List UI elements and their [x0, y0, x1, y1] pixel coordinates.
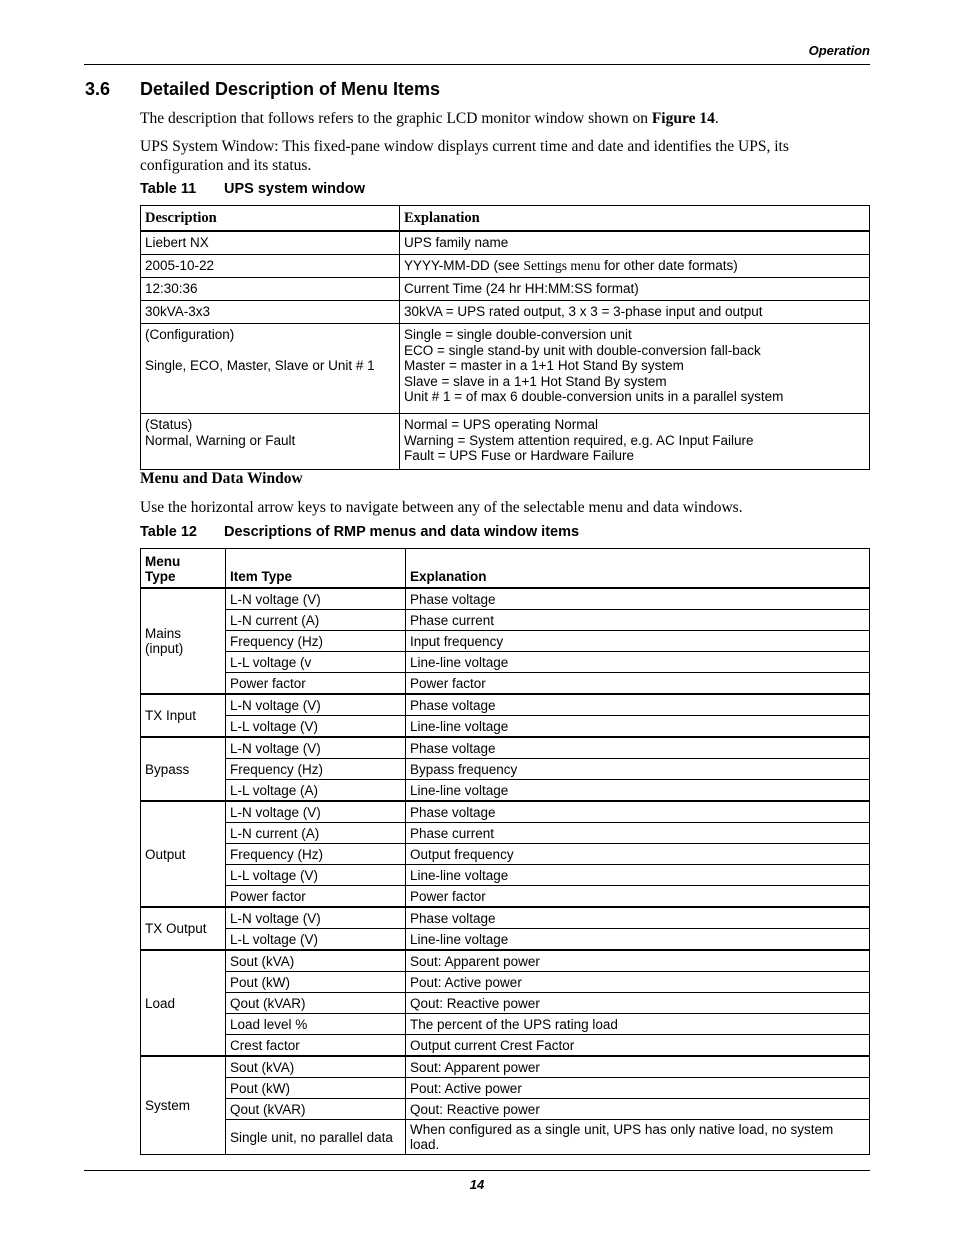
table-row: [141, 950, 870, 972]
table-11-label: Table 11: [140, 181, 197, 197]
rmp-menus-table: [140, 548, 870, 1155]
explanation-line: Normal = UPS operating Normal: [404, 417, 598, 432]
table-row: [141, 759, 870, 780]
table-header-row: [141, 549, 870, 589]
item-type-cell: L-N voltage (V): [226, 694, 406, 716]
table-row: [141, 1078, 870, 1099]
table-row: [141, 652, 870, 673]
explanation-cell: Phase voltage: [406, 588, 870, 610]
menu-type-line: TX Input: [145, 708, 197, 723]
explanation-cell: Phase voltage: [406, 907, 870, 929]
header-line: Menu: [145, 554, 181, 569]
explanation-cell: The percent of the UPS rating load: [406, 1014, 870, 1035]
item-type-cell: Frequency (Hz): [226, 631, 406, 652]
menu-data-window-paragraph: Use the horizontal arrow keys to navigate between any of the selectable menu and data windows.: [140, 499, 743, 516]
intro-p1-end: .: [714, 110, 719, 127]
item-type-cell: Sout (kVA): [226, 1056, 406, 1078]
description-line: (Configuration): [145, 327, 235, 342]
menu-type-line: Bypass: [145, 761, 190, 777]
table-row: [141, 631, 870, 652]
table-row: [141, 993, 870, 1014]
explanation-line: Warning = System attention required, e.g. AC Input Failure: [404, 432, 754, 448]
menu-type-line: Output: [145, 846, 186, 862]
table-row: [141, 780, 870, 802]
menu-type-cell: [141, 694, 226, 737]
item-type-cell: L-L voltage (A): [226, 780, 406, 802]
explanation-cell: Phase voltage: [406, 694, 870, 716]
item-type-cell: Frequency (Hz): [226, 844, 406, 865]
menu-data-window-heading: Menu and Data Window: [140, 470, 303, 487]
description-cell: [141, 414, 400, 470]
explanation-line: Master = master in a 1+1 Hot Stand By system: [404, 358, 684, 373]
description-cell: [141, 324, 400, 414]
table-row: [141, 673, 870, 695]
description-line: Normal, Warning or Fault: [145, 432, 296, 448]
ups-system-window-table: [140, 205, 870, 470]
explanation-cell: Qout: Reactive power: [406, 1099, 870, 1120]
table-row: [141, 694, 870, 716]
table-11-caption: [140, 181, 365, 197]
explanation-cell: Line-line voltage: [406, 865, 870, 886]
intro-paragraph-2: UPS System Window: This fixed-pane window displays current time and date and identifies the UPS, its configuration and its status.: [140, 138, 789, 174]
explanation-cell: When configured as a single unit, UPS has only native load, no system load.: [406, 1120, 870, 1155]
table-row: [141, 929, 870, 951]
footer-rule: [84, 1170, 870, 1171]
item-type-cell: L-N voltage (V): [226, 588, 406, 610]
table-row: [141, 972, 870, 993]
explanation-cell: 30kVA = UPS rated output, 3 x 3 = 3-phase input and output: [400, 301, 870, 324]
menu-type-cell: [141, 588, 226, 694]
running-header: Operation: [808, 43, 870, 58]
table-row: [141, 324, 870, 414]
explanation-cell: [400, 255, 870, 278]
menu-type-cell: [141, 950, 226, 1056]
item-type-cell: L-N voltage (V): [226, 801, 406, 823]
item-type-cell: Power factor: [226, 886, 406, 908]
explanation-cell: Sout: Apparent power: [406, 950, 870, 972]
table-row: [141, 278, 870, 301]
menu-type-line: TX Output: [145, 921, 207, 936]
menu-type-line: Mains: [145, 626, 182, 641]
section-title: Detailed Description of Menu Items: [140, 79, 441, 99]
item-type-cell: L-N current (A): [226, 823, 406, 844]
item-type-cell: Single unit, no parallel data: [226, 1120, 406, 1155]
table-row: [141, 907, 870, 929]
table-row: [141, 737, 870, 759]
table-11-title: UPS system window: [224, 181, 366, 197]
header-line: Type: [145, 569, 176, 584]
table-row: [141, 1035, 870, 1057]
explanation-cell: Line-line voltage: [406, 716, 870, 738]
column-header-menu-type: [141, 549, 226, 589]
explanation-cell: Input frequency: [406, 631, 870, 652]
table-row: [141, 1056, 870, 1078]
table-row: [141, 844, 870, 865]
explanation-cell: Output current Crest Factor: [406, 1035, 870, 1057]
explanation-cell: Line-line voltage: [406, 929, 870, 951]
menu-type-line: System: [145, 1098, 191, 1113]
table-row: [141, 231, 870, 255]
column-header-description: Description: [141, 206, 400, 232]
table-row: [141, 414, 870, 470]
explanation-cell: Phase current: [406, 823, 870, 844]
item-type-cell: Pout (kW): [226, 1078, 406, 1099]
table-row: [141, 823, 870, 844]
intro-paragraph-1: [140, 109, 870, 128]
table-row: [141, 1099, 870, 1120]
table-row: [141, 588, 870, 610]
explanation-cell: Sout: Apparent power: [406, 1056, 870, 1078]
explanation-cell: Phase current: [406, 610, 870, 631]
item-type-cell: Power factor: [226, 673, 406, 695]
table-row: [141, 886, 870, 908]
explanation-text: YYYY-MM-DD (see: [404, 258, 524, 274]
explanation-line: Single = single double-conversion unit: [404, 327, 632, 342]
section-heading: [85, 79, 440, 100]
explanation-cell: Phase voltage: [406, 801, 870, 823]
menu-type-cell: [141, 1056, 226, 1155]
item-type-cell: Qout (kVAR): [226, 1099, 406, 1120]
menu-type-cell: [141, 801, 226, 907]
table-row: [141, 865, 870, 886]
explanation-cell: Pout: Active power: [406, 1078, 870, 1099]
item-type-cell: Load level %: [226, 1014, 406, 1035]
explanation-cell: Output frequency: [406, 844, 870, 865]
description-cell: 30kVA-3x3: [141, 301, 400, 324]
table-row: [141, 255, 870, 278]
explanation-line: Fault = UPS Fuse or Hardware Failure: [404, 448, 634, 463]
column-header-explanation: Explanation: [406, 549, 870, 589]
item-type-cell: Qout (kVAR): [226, 993, 406, 1014]
explanation-cell: Power factor: [406, 673, 870, 695]
table-row: [141, 801, 870, 823]
explanation-cell: Line-line voltage: [406, 652, 870, 673]
settings-menu-reference: Settings menu: [523, 258, 601, 274]
item-type-cell: Sout (kVA): [226, 950, 406, 972]
description-cell: Liebert NX: [141, 231, 400, 255]
table-12-caption: [140, 524, 579, 540]
table-row: [141, 610, 870, 631]
column-header-explanation: Explanation: [400, 206, 870, 232]
table-12-label: Table 12: [140, 524, 197, 540]
item-type-cell: Pout (kW): [226, 972, 406, 993]
menu-type-cell: [141, 737, 226, 801]
column-header-item-type: Item Type: [226, 549, 406, 589]
item-type-cell: L-N voltage (V): [226, 907, 406, 929]
item-type-cell: L-L voltage (v: [226, 652, 406, 673]
explanation-cell: Qout: Reactive power: [406, 993, 870, 1014]
item-type-cell: Crest factor: [226, 1035, 406, 1057]
figure-reference: Figure 14: [651, 110, 715, 127]
line-spacer: [145, 343, 395, 358]
menu-type-line: Load: [145, 995, 176, 1011]
explanation-cell: Phase voltage: [406, 737, 870, 759]
table-12-title: Descriptions of RMP menus and data window items: [224, 524, 580, 540]
explanation-cell: Bypass frequency: [406, 759, 870, 780]
description-line: (Status): [145, 417, 193, 432]
description-cell: 12:30:36: [141, 278, 400, 301]
item-type-cell: Frequency (Hz): [226, 759, 406, 780]
menu-type-cell: [141, 907, 226, 950]
explanation-cell: Current Time (24 hr HH:MM:SS format): [400, 278, 870, 301]
description-line: Single, ECO, Master, Slave or Unit # 1: [145, 357, 375, 373]
item-type-cell: L-N voltage (V): [226, 737, 406, 759]
item-type-cell: L-N current (A): [226, 610, 406, 631]
table-row: [141, 301, 870, 324]
section-number: 3.6: [85, 79, 111, 99]
intro-p1-text: The description that follows refers to the graphic LCD monitor window shown on: [140, 110, 652, 127]
explanation-cell: Pout: Active power: [406, 972, 870, 993]
menu-type-line: (input): [145, 641, 184, 656]
item-type-cell: L-L voltage (V): [226, 865, 406, 886]
explanation-cell: [400, 324, 870, 414]
explanation-line: Slave = slave in a 1+1 Hot Stand By system: [404, 373, 667, 389]
table-row: [141, 716, 870, 738]
explanation-line: ECO = single stand-by unit with double-conversion fall-back: [404, 342, 761, 358]
item-type-cell: L-L voltage (V): [226, 716, 406, 738]
page-number: 14: [469, 1177, 485, 1192]
table-row: [141, 1120, 870, 1155]
explanation-line: Unit # 1 = of max 6 double-conversion units in a parallel system: [404, 389, 784, 404]
explanation-cell: Line-line voltage: [406, 780, 870, 802]
explanation-cell: UPS family name: [400, 231, 870, 255]
description-cell: 2005-10-22: [141, 255, 400, 278]
explanation-text: for other date formats): [600, 258, 738, 274]
explanation-cell: [400, 414, 870, 470]
item-type-cell: L-L voltage (V): [226, 929, 406, 951]
header-rule: [84, 64, 870, 65]
table-row: [141, 1014, 870, 1035]
explanation-cell: Power factor: [406, 886, 870, 908]
table-header-row: [141, 206, 870, 232]
